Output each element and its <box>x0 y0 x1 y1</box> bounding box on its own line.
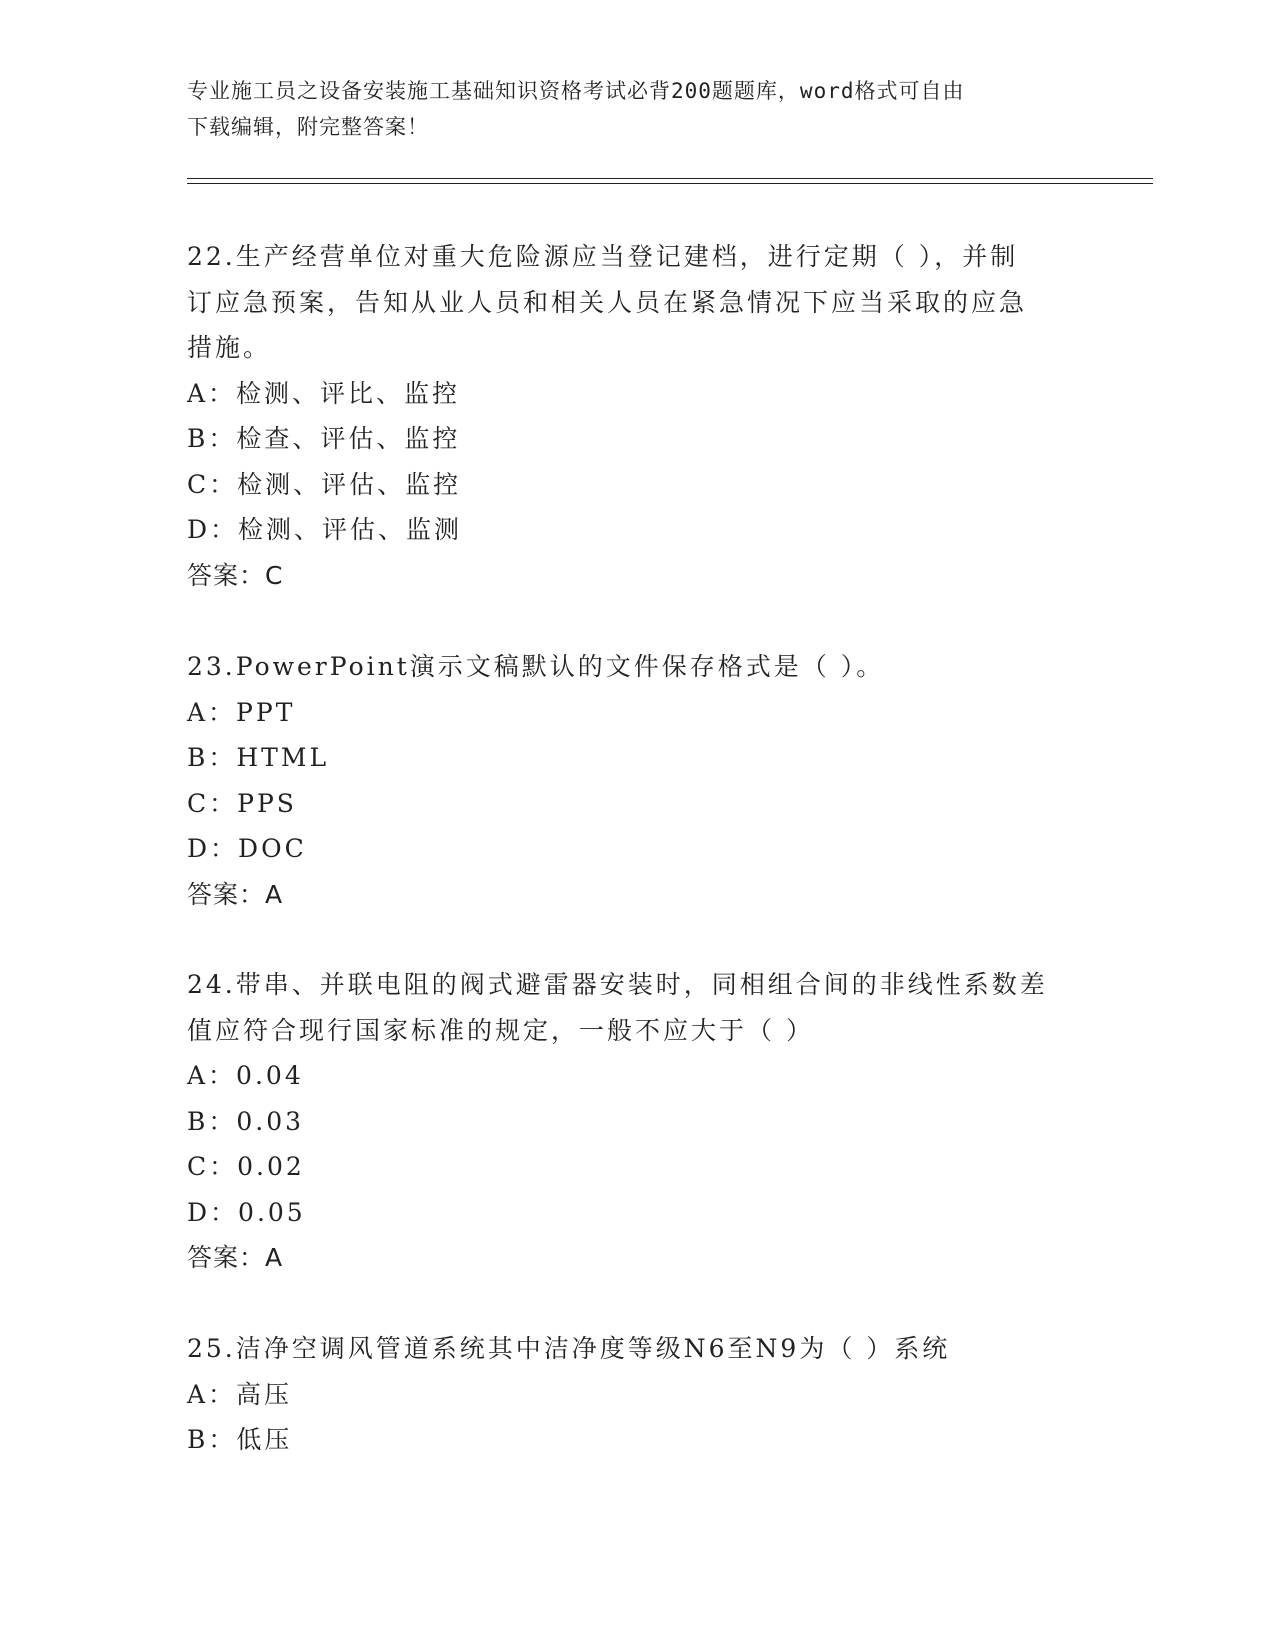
question-stem-line: 23.PowerPoint演示文稿默认的文件保存格式是（ ）。 <box>187 652 885 681</box>
option-c: C：0.02 <box>187 1152 305 1181</box>
question-stem-line: 订应急预案，告知从业人员和相关人员在紧急情况下应当采取的应急 <box>187 287 1028 317</box>
question-stem-line: 值应符合现行国家标准的规定，一般不应大于（ ） <box>187 1015 814 1045</box>
option-a: A：PPT <box>187 697 296 727</box>
answer-line: 答案：C <box>187 560 284 590</box>
option-b: B：0.03 <box>187 1106 305 1136</box>
header-divider-top <box>187 178 1153 179</box>
question-23 <box>187 644 1087 917</box>
option-d: D：0.05 <box>187 1197 306 1227</box>
question-stem-line: 措施。 <box>187 333 272 362</box>
option-a: A：检测、评比、监控 <box>187 378 461 408</box>
option-b: B：检查、评估、监控 <box>187 424 461 453</box>
option-a: A：0.04 <box>187 1061 304 1090</box>
answer-line: 答案：A <box>187 1243 284 1272</box>
option-a: A：高压 <box>187 1379 293 1409</box>
document-header <box>187 73 1067 145</box>
option-c: C：PPS <box>187 788 297 818</box>
option-b: B：低压 <box>187 1425 293 1454</box>
question-22 <box>187 234 1087 598</box>
header-line-1: 专业施工员之设备安装施工基础知识资格考试必背200题题库，word格式可自由 <box>187 79 965 103</box>
question-stem-line: 22.生产经营单位对重大危险源应当登记建档，进行定期（ ），并制 <box>187 242 1019 271</box>
option-b: B：HTML <box>187 743 330 772</box>
header-line-2: 下载编辑，附完整答案！ <box>187 115 429 139</box>
option-c: C：检测、评估、监控 <box>187 469 462 499</box>
question-stem-line: 24.带串、并联电阻的阀式避雷器安装时，同相组合间的非线性系数差 <box>187 970 1048 999</box>
option-d: D：检测、评估、监测 <box>187 515 463 544</box>
question-24 <box>187 962 1087 1281</box>
header-divider-bottom <box>187 183 1153 184</box>
option-d: D：DOC <box>187 834 307 863</box>
question-stem-line: 25.洁净空调风管道系统其中洁净度等级N6至N9为（ ）系统 <box>187 1334 951 1363</box>
answer-line: 答案：A <box>187 879 284 909</box>
question-25 <box>187 1326 1087 1463</box>
